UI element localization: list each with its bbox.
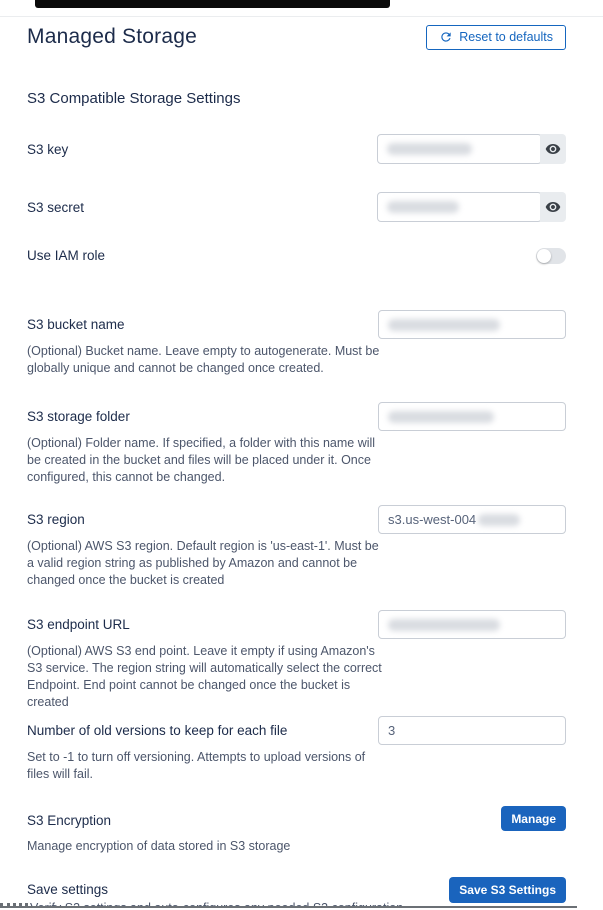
- s3-secret-row: [27, 192, 566, 222]
- s3-folder-input[interactable]: [378, 402, 566, 431]
- s3-key-row: [27, 134, 566, 164]
- s3-endpoint-row: [27, 610, 566, 711]
- versions-input[interactable]: [378, 716, 566, 745]
- redacted-value: [388, 411, 494, 423]
- s3-region-description: (Optional) AWS S3 region. Default region is 'us-east-1'. Must be a valid region string as published by Amazon and cannot be changed once the bucket is created: [27, 539, 379, 587]
- s3-folder-row: [27, 402, 566, 486]
- s3-secret-input[interactable]: [377, 192, 542, 222]
- redacted-value: [387, 143, 472, 155]
- header-divider: [0, 16, 603, 17]
- s3-key-label: S3 key: [27, 141, 69, 157]
- reset-to-defaults-button[interactable]: [426, 25, 566, 50]
- s3-secret-input-group: [377, 192, 566, 222]
- use-iam-role-toggle[interactable]: [536, 248, 566, 264]
- section-heading-row: [27, 90, 566, 108]
- s3-key-reveal-button[interactable]: [540, 134, 566, 164]
- page-title: Managed Storage: [27, 25, 197, 48]
- encryption-description: Manage encryption of data stored in S3 storage: [27, 839, 291, 853]
- versions-row: [27, 716, 566, 783]
- eye-icon: [545, 199, 561, 215]
- manage-encryption-button[interactable]: Manage: [501, 806, 566, 831]
- reset-icon: [439, 30, 453, 44]
- save-s3-settings-button[interactable]: Save S3 Settings: [449, 877, 566, 903]
- s3-region-value: s3.us-west-004: [388, 512, 477, 527]
- s3-bucket-row: [27, 310, 566, 377]
- redacted-value: [388, 619, 500, 631]
- versions-value: 3: [388, 723, 396, 738]
- s3-endpoint-description: (Optional) AWS S3 end point. Leave it empty if using Amazon's S3 service. The region string will automatically select the correct Endpoint. End point cannot be changed once the bucket is created: [27, 644, 382, 709]
- redacted-value: [478, 514, 520, 526]
- s3-endpoint-input[interactable]: [378, 610, 566, 639]
- redacted-value: [388, 319, 500, 331]
- s3-folder-label: S3 storage folder: [27, 409, 130, 424]
- s3-folder-description: (Optional) Folder name. If specified, a folder with this name will be created in the bucket and files will be placed under it. Once configured, this cannot be changed.: [27, 436, 376, 484]
- s3-secret-label: S3 secret: [27, 199, 85, 215]
- s3-bucket-label: S3 bucket name: [27, 317, 125, 332]
- use-iam-role-label: Use IAM role: [27, 248, 106, 263]
- save-settings-row: [27, 876, 566, 904]
- s3-region-input[interactable]: [378, 505, 566, 534]
- versions-label: Number of old versions to keep for each file: [27, 723, 288, 738]
- redacted-value: [387, 201, 459, 213]
- page-header: [27, 22, 566, 52]
- reset-button-label: Reset to defaults: [459, 30, 553, 44]
- s3-key-input-group: [377, 134, 566, 164]
- eye-icon: [545, 141, 561, 157]
- toggle-knob: [537, 249, 551, 263]
- encryption-label: S3 Encryption: [27, 813, 112, 828]
- save-settings-label: Save settings: [27, 882, 109, 897]
- use-iam-role-row: [27, 246, 566, 266]
- s3-key-input[interactable]: [377, 134, 542, 164]
- versions-description: Set to -1 to turn off versioning. Attempts to upload versions of files will fail.: [27, 750, 366, 781]
- encryption-row: [27, 806, 566, 855]
- s3-bucket-input[interactable]: [378, 310, 566, 339]
- s3-region-row: [27, 505, 566, 589]
- s3-region-label: S3 region: [27, 512, 85, 527]
- s3-secret-reveal-button[interactable]: [540, 192, 566, 222]
- section-heading: S3 Compatible Storage Settings: [27, 90, 241, 107]
- s3-endpoint-label: S3 endpoint URL: [27, 617, 130, 632]
- top-black-bar: [35, 0, 390, 8]
- s3-bucket-description: (Optional) Bucket name. Leave empty to autogenerate. Must be globally unique and cannot be changed once created.: [27, 344, 380, 375]
